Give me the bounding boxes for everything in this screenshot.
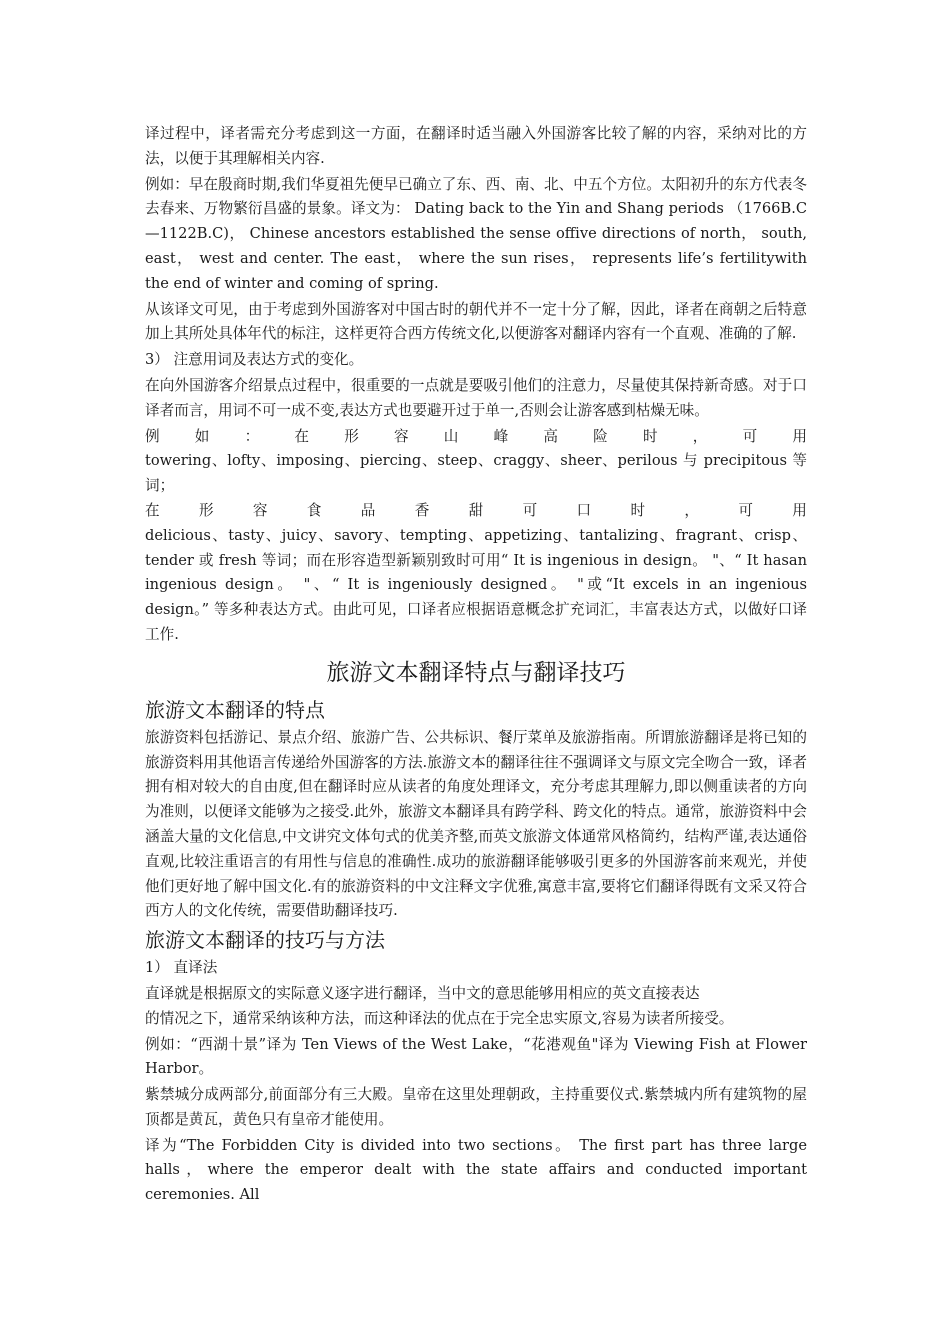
justified-char: 可: [522, 501, 538, 519]
paragraph-features: 旅游资料包括游记、景点介绍、旅游广告、公共标识、餐厅菜单及旅游指南。所谓旅游翻译是将已知的旅游资料用其他语言传递给外国游客的方法.旅游文本的翻译往往不强调译文与原文完全吻合一致，译者拥有相对较大的自由度,但在翻译时应从读者的角度处理译文，充分考虑其理解力,即以侧重读者的方向为准则，以便译文能够为之接受.此外，旅游文本翻译具有跨学科、跨文化的特点。通常，旅游资料中会涵盖大量的文化信息,中文讲究文体句式的优美齐整,而英文旅游文体通常风格简约，结构严谨,表达通俗直观,比较注重语言的有用性与信息的准确性.成功的旅游翻译能够吸引更多的外国游客前来观光，并使他们更好地了解中国文化.有的旅游资料的中文注释文字优雅,寓意丰富,要将它们翻译得既有文采又符合西方人的文化传统，需要借助翻译技巧.: [145, 728, 807, 920]
justified-char: 食: [306, 501, 322, 519]
justified-char: ，: [692, 427, 708, 445]
paragraph-example-vocabulary: [145, 425, 807, 648]
justified-char: 口: [576, 501, 592, 519]
justified-char: 用: [792, 501, 807, 519]
paragraph-example-west-lake: 例如：“西湖十景”译为 Ten Views of the West Lake，“花港观鱼"译为 Viewing Fish at Flower Harbor。: [145, 1035, 807, 1078]
justified-char: 如: [194, 427, 210, 445]
section-heading-features: 旅游文本翻译的特点: [145, 697, 325, 722]
document-body: [145, 122, 807, 1209]
section-heading-techniques: 旅游文本翻译的技巧与方法: [145, 928, 385, 953]
paragraph-wording: 在向外国游客介绍景点过程中，很重要的一点就是要吸引他们的注意力，尽量使其保持新奇感。对于口译者而言，用词不可一成不变,表达方式也要避开过于单一,否则会让游客感到枯燥无味。: [145, 376, 807, 419]
paragraph-forbidden-city-cn: 紫禁城分成两部分,前面部分有三大殿。皇帝在这里处理朝政，主持重要仪式.紫禁城内所有建筑物的屋顶都是黄瓦，黄色只有皇帝才能使用。: [145, 1086, 807, 1128]
justified-char: 香: [414, 501, 430, 519]
justified-line-food: [145, 499, 807, 524]
paragraph-forbidden-city-en: 译为“The Forbidden City is divided into two sections。 The first part has three large halls，where the emperor dealt with the state affairs and conducted important ceremonies. All: [145, 1136, 807, 1204]
vocab-mountain-line: towering、lofty、imposing、piercing、steep、craggy、sheer、perilous 与 precipitous 等词；: [145, 452, 807, 495]
justified-char: 容: [252, 501, 268, 519]
literal-line-1: 直译就是根据原文的实际意义逐字进行翻译，当中文的意思能够用相应的英文直接表达: [145, 984, 700, 1002]
vocab-food-text: delicious、tasty、juicy、savory、tempting、appetizing、tantalizing、fragrant、crisp、tender 或 fresh 等词；而在形容造型新颖别致时可用“ It is ingenious in design。 "、“ It hasan ingenious design。 "、“ It is ingeniously designed。 "或“It excels in an ingenious design。” 等多种表达方式。由此可见，口译者应根据语意概念扩充词汇，丰富表达方式，以做好口译工作.: [145, 526, 807, 643]
list-item-3: 3） 注意用词及表达方式的变化。: [145, 351, 364, 369]
justified-char: 山: [443, 427, 459, 445]
justified-char: 形: [344, 427, 359, 445]
justified-char: 品: [360, 501, 376, 519]
justified-char: 用: [792, 427, 807, 445]
justified-char: ，: [684, 501, 699, 519]
justified-char: 在: [145, 501, 160, 519]
paragraph-example-directions: 例如：早在殷商时期,我们华夏祖先便早已确立了东、西、南、北、中五个方位。太阳初升的东方代表冬去春来、万物繁衍昌盛的景象。译文为： Dating back to the Yin and Shang periods （1766B.C—1122B.C)， Chinese ancestors established the sense offive directions of north， south, east， west and center. The east， where the sun rises， represents life’s fertilitywith the end of winter and coming of spring.: [145, 175, 807, 292]
justified-char: 可: [738, 501, 753, 519]
justified-char: 形: [198, 501, 214, 519]
paragraph-analysis: 从该译文可见，由于考虑到外国游客对中国古时的朝代并不一定十分了解，因此，译者在商朝之后特意加上其所处具体年代的标注，这样更符合西方传统文化,以便游客对翻译内容有一个直观、准确的了解.: [145, 300, 807, 343]
paragraph-intro: 译过程中，译者需充分考虑到这一方面，在翻译时适当融入外国游客比较了解的内容，采纳对比的方法，以便于其理解相关内容.: [145, 125, 807, 167]
justified-line-mountain: [145, 425, 807, 450]
document-title: 旅游文本翻译特点与翻译技巧: [326, 659, 626, 686]
literal-line-2: 的情况之下，通常采纳该种方法，而这种译法的优点在于完全忠实原文,容易为读者所接受。: [145, 1009, 734, 1027]
paragraph-literal-translation: [145, 982, 807, 1032]
justified-char: ：: [244, 427, 260, 445]
justified-char: 可: [742, 427, 758, 445]
justified-char: 时: [642, 427, 658, 445]
justified-char: 例: [145, 427, 160, 445]
justified-char: 峰: [493, 427, 509, 445]
list-item-1: 1） 直译法: [145, 959, 218, 977]
justified-char: 时: [630, 501, 646, 519]
justified-char: 在: [294, 427, 309, 445]
justified-char: 甜: [468, 501, 484, 519]
justified-char: 险: [593, 427, 608, 445]
justified-char: 高: [543, 427, 558, 445]
justified-char: 容: [393, 427, 409, 445]
